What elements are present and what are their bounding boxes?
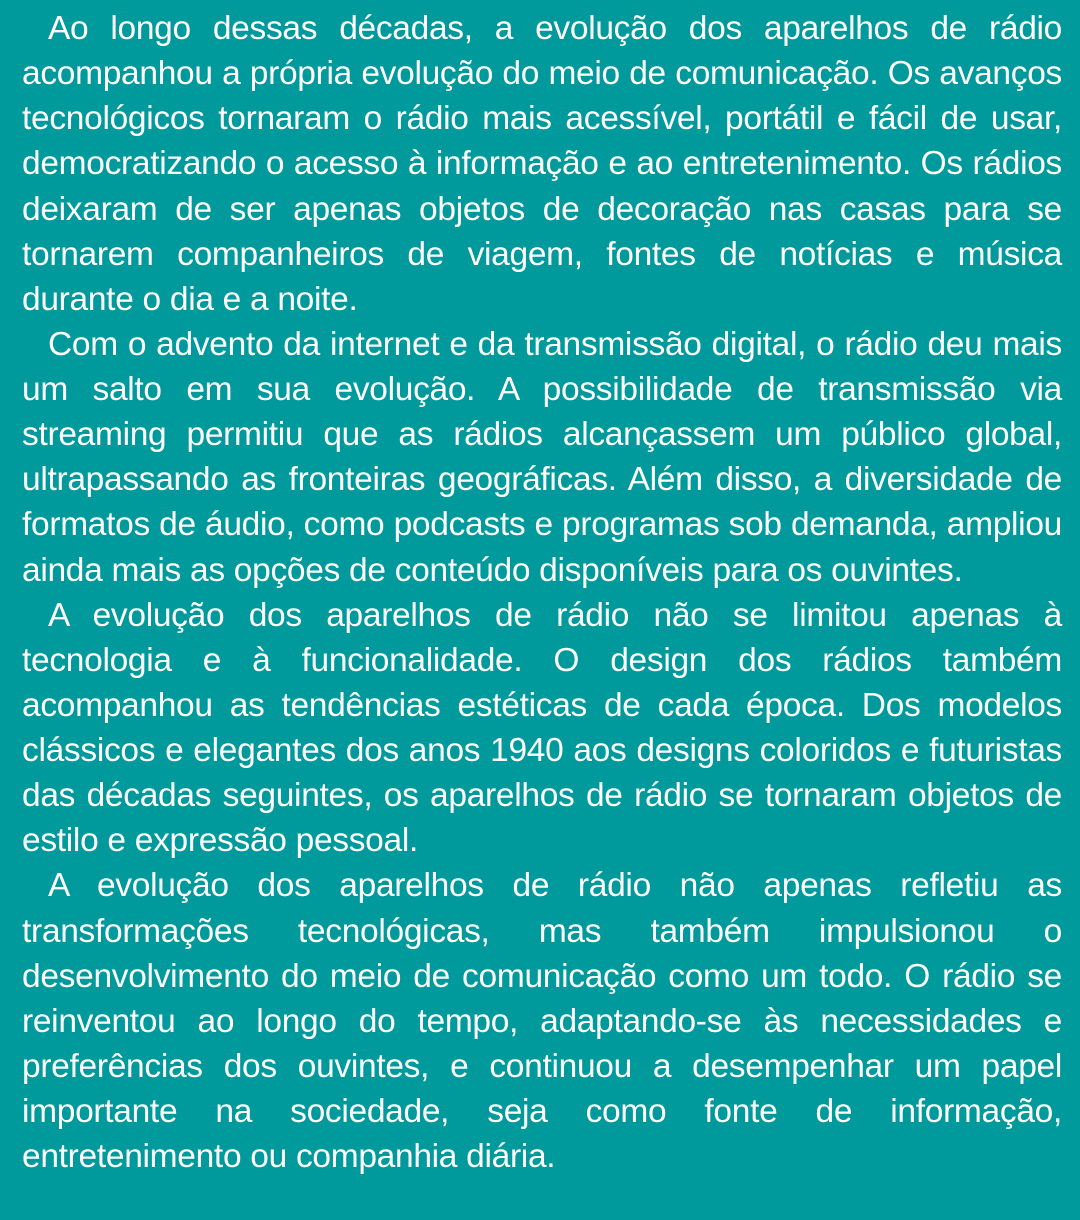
paragraph-2: Com o advento da internet e da transmissão digital, o rádio deu mais um salto em sua evolução. A possibilidade de transmissão via streaming permitiu que as rádios alcançassem um público global, ultrapassando as fronteiras geográficas. Além disso, a diversidade de formatos de áudio, como podcasts e programas sob demanda, ampliou ainda mais as opções de conteúdo disponíveis para os ouvintes. — [22, 325, 1062, 589]
paragraph-1: Ao longo dessas décadas, a evolução dos aparelhos de rádio acompanhou a própria evolução do meio de comunicação. Os avanços tecnológicos tornaram o rádio mais acessível, portátil e fácil de usar, democratizando o acesso à informação e ao entretenimento. Os rádios deixaram de ser apenas objetos de decoração nas casas para se tornarem companheiros de viagem, fontes de notícias e música durante o dia e a noite. — [22, 10, 1062, 318]
paragraph-4: A evolução dos aparelhos de rádio não apenas refletiu as transformações tecnológicas, mas também impulsionou o desenvolvimento do meio de comunicação como um todo. O rádio se reinventou ao longo do tempo, adaptando-se às necessidades e preferências dos ouvintes, e continuou a desempenhar um papel importante na sociedade, seja como fonte de informação, entretenimento ou companhia diária. — [22, 867, 1062, 1176]
paragraph-3: A evolução dos aparelhos de rádio não se limitou apenas à tecnologia e à funcionalidade. O design dos rádios também acompanhou as tendências estéticas de cada época. Dos modelos clássicos e elegantes dos anos 1940 aos designs coloridos e futuristas das décadas seguintes, os aparelhos de rádio se tornaram objetos de estilo e expressão pessoal. — [22, 596, 1062, 860]
